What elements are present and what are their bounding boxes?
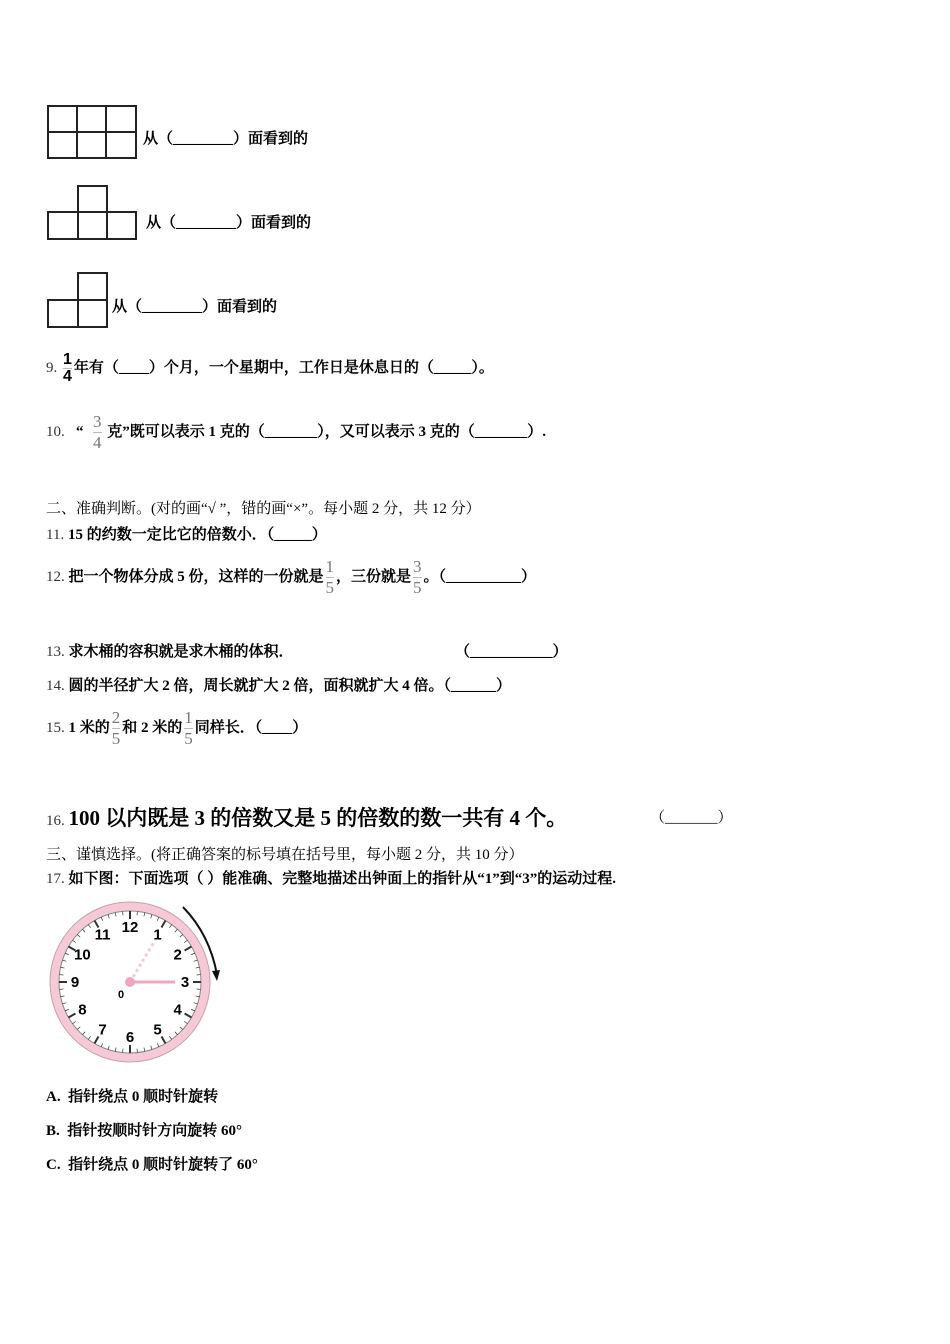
option-b[interactable] [46, 1119, 242, 1140]
question-10 [46, 412, 546, 453]
clock-number: 5 [153, 1021, 162, 1039]
q-text: 15 的约数一定比它的倍数小．（_____） [67, 527, 327, 543]
q-text: 年有（____）个月，一个星期中，工作日是休息日的（_____）。 [73, 359, 494, 376]
q-text: 100 以内既是 3 的倍数又是 5 的倍数的数一共有 4 个。 [68, 806, 568, 830]
option-text: 指针绕点 0 顺时针旋转了 60° [68, 1157, 258, 1173]
question-14 [46, 674, 511, 695]
clock-number: 9 [70, 974, 80, 991]
question-15 [46, 708, 307, 749]
option-label: A. [46, 1089, 61, 1105]
clock-number: 8 [78, 1001, 87, 1019]
fraction [112, 708, 121, 749]
option-text: 指针按顺时针方向旋转 60° [67, 1123, 243, 1139]
view-1-text: 从（________）面看到的 [143, 131, 309, 147]
fraction [184, 708, 193, 749]
fraction [93, 412, 102, 453]
q-number: 13. [46, 644, 65, 660]
grid-view-1 [46, 104, 141, 162]
clock-number: 1 [153, 926, 162, 944]
numerator: 3 [413, 557, 422, 576]
q-text: 求木桶的容积就是求木桶的体积． [68, 644, 294, 660]
arrow-head-icon [212, 970, 220, 981]
view-3-text: 从（________）面看到的 [112, 299, 278, 315]
numerator: 2 [111, 708, 121, 727]
q-text: 。（__________） [423, 568, 537, 585]
q-text: ，三份就是 [336, 568, 412, 585]
q-text: 圆的半径扩大 2 倍，周长就扩大 2 倍，面积就扩大 4 倍。（______） [68, 678, 512, 694]
denominator: 4 [63, 368, 72, 385]
numerator: 3 [93, 412, 102, 431]
fraction [413, 557, 422, 598]
option-text: 指针绕点 0 顺时针旋转 [68, 1089, 219, 1105]
q-text: “ [76, 423, 84, 440]
clock-number: 2 [173, 946, 182, 964]
question-17 [46, 867, 616, 888]
q-number: 17. [46, 871, 65, 887]
question-11 [46, 523, 327, 544]
grid-view-3 [46, 271, 111, 331]
clock-figure [40, 895, 230, 1070]
clock-center [125, 977, 135, 987]
q-number: 12. [46, 568, 65, 585]
q-number: 11. [46, 527, 65, 543]
question-13 [46, 640, 294, 661]
section-3-heading: 三、谨慎选择。(将正确答案的标号填在括号里，每小题 2 分，共 10 分） [46, 847, 524, 863]
fraction [326, 557, 335, 598]
q-text: 1 米的 [68, 719, 110, 736]
q13-blank: （___________） [455, 644, 568, 660]
option-c[interactable] [46, 1153, 258, 1174]
clock-number: 6 [125, 1029, 135, 1046]
q-number: 14. [46, 678, 65, 694]
denominator: 5 [111, 729, 121, 748]
fraction [63, 352, 72, 385]
grid-view-2 [46, 184, 141, 242]
clock-number: 11 [94, 926, 111, 944]
clock-number: 3 [180, 974, 190, 991]
section-2-heading: 二、准确判断。(对的画“√ ”，错的画“×”。每小题 2 分，共 12 分） [46, 501, 481, 517]
option-label: C. [46, 1157, 61, 1173]
q-number: 16. [46, 813, 65, 829]
option-a[interactable] [46, 1085, 218, 1106]
q-text: 克”既可以表示 1 克的（_______），又可以表示 3 克的（_______）. [107, 423, 547, 440]
option-label: B. [46, 1123, 60, 1139]
clock-number: 7 [98, 1021, 107, 1039]
q-text: 同样长．（____） [194, 719, 308, 736]
clock-number: 12 [121, 919, 139, 936]
denominator: 5 [325, 578, 335, 597]
q-number: 9. [46, 359, 58, 376]
q-text: 和 2 米的 [122, 719, 183, 736]
question-16 [46, 802, 567, 832]
denominator: 4 [93, 433, 102, 452]
question-12 [46, 557, 536, 598]
numerator: 1 [184, 708, 193, 727]
q-number: 10. [46, 423, 65, 440]
question-9 [46, 352, 494, 385]
numerator: 1 [63, 351, 72, 368]
view-2-text: 从（________）面看到的 [146, 215, 312, 231]
numerator: 1 [325, 557, 335, 576]
q-number: 15. [46, 719, 65, 736]
q-text: 把一个物体分成 5 份，这样的一份就是 [68, 568, 324, 585]
denominator: 5 [184, 729, 193, 748]
denominator: 5 [413, 578, 422, 597]
clock-number: 4 [173, 1001, 182, 1019]
q-text: 如下图：下面选项（ ）能准确、完整地描述出钟面上的指针从“1”到“3”的运动过程. [68, 871, 617, 887]
clock-number: 10 [74, 946, 91, 964]
q16-blank: （_______） [650, 810, 733, 826]
center-label: 0 [117, 989, 125, 1001]
